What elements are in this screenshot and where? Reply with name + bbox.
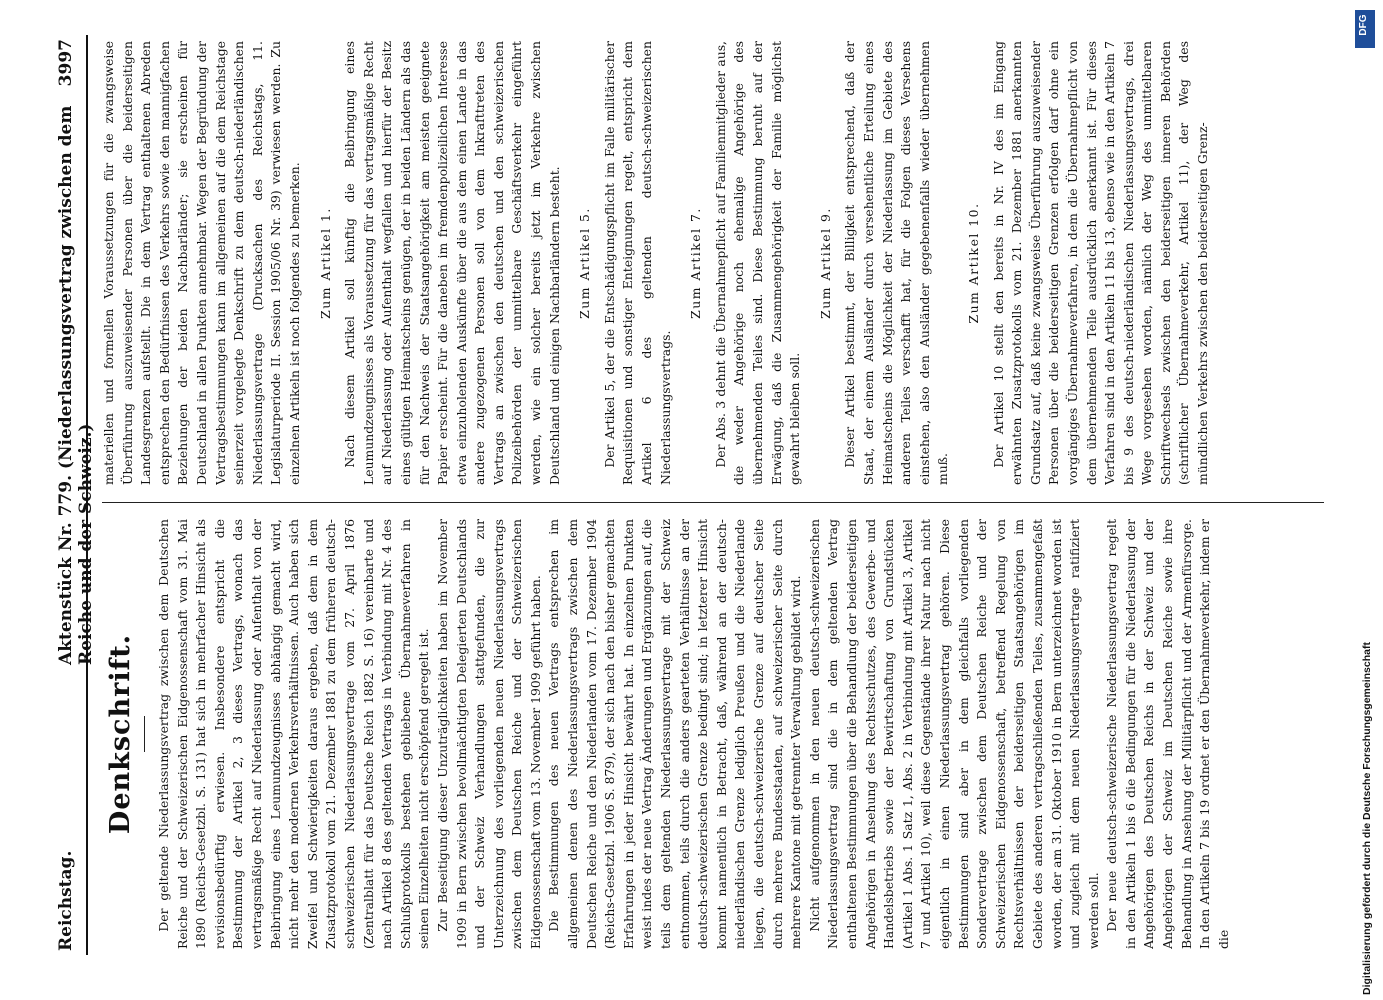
paragraph: Der Artikel 10 stellt den bereits in Nr. IV des im Eingang erwähnten Zusatzprotokolls vom 21. Dezember 1881 anerkannten Grundsatz auf, daß keine zwangsweise Überführung auszuweisender Personen über die beiderseitigen Grenzen erfolgen darf ohne ein vorgängiges Übernahmeverfahren, in dem die Übernahmepflicht von dem übernehmenden Teile ausdrücklich anerkannt ist. Für dieses Verfahren sind in den Artikeln 11 bis 13, ebenso wie in den Artikeln 7 bis 9 des deutsch-niederländischen Niederlassungsvertrags, drei Wege vorgesehen worden, nämlich der Weg des unmittelbaren Schriftwechsels zwischen den beiderseitigen inneren Behörden (schriftlicher Übernahmeverkehr, Artikel 11), der Weg des mündlichen Verkehrs zwischen den beiderseitigen Grenz- <box>990 41 1211 485</box>
paragraph: Der neue deutsch-schweizerische Niederlassungsvertrag regelt in den Artikeln 1 bis 6 die Bedingungen für die Niederlassung der Angehörigen des Deutschen Reichs in der Schweiz und der Angehörigen der Schweiz im Deutschen Reiche sowie ihre Behandlung in Ansehung der Militärpflicht und der Armenfürsorge. In den Artikeln 7 bis 19 ordnet er den Übernahmeverkehr, indem er die <box>1104 519 1231 949</box>
paragraph: Der Artikel 5, der die Entschädigungspflicht im Falle militärischer Requisitionen und sonstiger Enteignungen regelt, entspricht dem Artikel 6 des geltenden deutsch-schweizerischen Niederlassungsvertrags. <box>601 41 673 485</box>
running-header <box>46 35 96 955</box>
paragraph: Dieser Artikel bestimmt, der Billigkeit entsprechend, daß der Staat, der einem Ausländer durch versehentliche Erteilung eines Heimatscheins die Möglichkeit der Niederlassung im Gebiete des anderen Teiles verschafft hat, für die Folgen dieses Versehens einstehen, also den Ausländer gegebenenfalls wieder übernehmen muß. <box>842 41 951 485</box>
paragraph: Nicht aufgenommen in den neuen deutsch-schweizerischen Niederlassungsvertrag sind die in dem geltenden Vertrag enthaltenen Bestimmungen über die Behandlung der beiderseitigen Angehörigen in Ansehung des Rechtsschutzes, des Gewerbe- und Handelsbetriebs sowie der Bewirtschaftung von Grundstücken (Artikel 1 Abs. 1 Satz 1, Abs. 2 in Verbindung mit Artikel 3, Artikel 7 und Artikel 10), weil diese Gegenstände ihrer Natur nach nicht eigentlich in einen Niederlassungsvertrag gehören. Diese Bestimmungen sind aber in dem gleichfalls vorliegenden Sondervertrage zwischen dem Deutschen Reiche und der Schweizerischen Eidgenossenschaft, betreffend Regelung von Rechtsverhältnissen der beiderseitigen Staatsangehörigen im Gebiete des anderen vertragschließenden Teiles, zusammengefaßt worden, der am 31. Oktober 1910 in Bern unterzeichnet worden ist und zugleich mit dem neuen Niederlassungsvertrage ratifiziert werden soll. <box>806 519 1101 949</box>
dfg-logo-text: DFG <box>1358 14 1369 36</box>
paragraph: Die Bestimmungen des neuen Vertrags entsprechen im allgemeinen denen des Niederlassungsvertrags zwischen dem Deutschen Reiche und den Niederlanden vom 17. Dezember 1904 (Reichs-Gesetzbl. 1906 S. 879), der sich nach den bisher gemachten Erfahrungen in jeder Hinsicht bewährt hat. In einzelnen Punkten weist indes der neue Vertrag Änderungen und Ergänzungen auf, die teils dem geltenden Niederlassungsvertrage mit der Schweiz entnommen, teils durch die anders gearteten Verhältnisse an der deutsch-schweizerischen Grenze bedingt sind; in letzterer Hinsicht kommt namentlich in Betracht, daß, während an der deutsch-niederländischen Grenze lediglich Preußen und die Niederlande liegen, die deutsch-schweizerische Grenze auf deutscher Seite durch mehrere Bundesstaaten, auf schweizerischer Seite durch mehrere Kantone mit getrennter Verwaltung gebildet wird. <box>546 519 804 949</box>
article-heading: Zum Artikel 7. <box>688 207 704 319</box>
paragraph: Zur Beseitigung dieser Unzuträglichkeiten haben im November 1909 in Bern zwischen bevollmächtigten Delegierten Deutschlands und der Schweiz Verhandlungen stattgefunden, die zur Unterzeichnung des vorliegenden neuen Niederlassungsvertrags zwischen dem Deutschen Reiche und der Schweizerischen Eidgenossenschaft vom 13. November 1909 geführt haben. <box>434 519 543 949</box>
rotated-sheet <box>46 35 1336 955</box>
article-heading: Zum Artikel 5. <box>577 207 593 319</box>
paragraph: Nach diesem Artikel soll künftig die Beibringung eines Leumundzeugnisses als Voraussetzung für das vertragsmäßige Recht auf Niederlassung oder Aufenthalt wegfallen und hierfür der Besitz eines gültigen Heimatscheins genügen, der in beiden Ländern als das für den Nachweis der Staatsangehörigkeit am meisten geeignete Papier erscheint. Für die daneben im fremdenpolizeilichen Interesse etwa einzuholenden Auskünfte über die aus dem einen Lande in das andere zugezogenen Personen soll von dem Inkrafttreten des Vertrags an zwischen den deutschen und den schweizerischen Polizeibehörden der unmittelbare Geschäftsverkehr eingeführt werden, wie ein solcher bereits jetzt im Verkehre zwischen Deutschland und einigen Nachbarländern besteht. <box>342 41 562 485</box>
header-center: Aktenstück Nr. 779. (Niederlassungsvertrag zwischen dem Reiche und der Schweiz.) <box>56 105 96 665</box>
paragraph: Der Abs. 3 dehnt die Übernahmepflicht auf Familienmitglieder aus, die weder Angehörige noch ehemalige Angehörige des übernehmenden Teiles sind. Diese Bestimmung beruht auf der Erwägung, daß die Zusammengehörigkeit der Familie möglichst gewahrt bleiben soll. <box>712 41 803 485</box>
article-heading: Zum Artikel 9. <box>817 207 833 319</box>
digitization-credit: Digitalisierung gefördert durch die Deutsche Forschungsgemeinschaft <box>1361 642 1373 995</box>
header-left: Reichstag. <box>56 850 76 951</box>
document-title: Denkschrift. <box>105 633 136 835</box>
article-heading: Zum Artikel 1. <box>317 207 333 319</box>
title-rule <box>144 716 145 752</box>
column-left <box>100 519 1326 949</box>
paragraph: Der geltende Niederlassungsvertrag zwischen dem Deutschen Reiche und der Schweizerischen Eidgenossenschaft vom 31. Mai 1890 (Reichs-Gesetzbl. S. 131) hat sich in mehrfacher Hinsicht als revisionsbedürftig erwiesen. Insbesondere entspricht die Bestimmung der Artikel 2, 3 dieses Vertrags, wonach das vertragsmäßige Recht auf Niederlassung oder Aufenthalt von der Beibringung eines Leumundzeugnisses abhängig gemacht wird, nicht mehr den modernen Verkehrsverhältnissen. Auch haben sich Zweifel und Schwierigkeiten daraus ergeben, daß dem in dem Zusatzprotokoll vom 21. Dezember 1881 zu dem früheren deutsch-schweizerischen Niederlassungsvertrage vom 27. April 1876 (Zentralblatt für das Deutsche Reich 1882 S. 16) vereinbarte und nach Artikel 8 des geltenden Vertrags in Verbindung mit Nr. 4 des Schlußprotokolls bestehen gebliebene Übernahmeverfahren in seinen Einzelheiten nicht erschöpfend geregelt ist. <box>156 519 432 949</box>
page-number: 3997 <box>56 39 76 87</box>
column-divider <box>102 502 1324 503</box>
paragraph: materiellen und formellen Voraussetzungen für die zwangsweise Überführung auszuweisender Personen über die beiderseitigen Landesgrenzen aufstellt. Die in dem Vertrag enthaltenen Abreden entsprechen den Bedürfnissen des Verkehrs sowie den mannigfachen Beziehungen der beiden Nachbarländer; sie erscheinen für Deutschland in allen Punkten annehmbar. Wegen der Begründung der Vertragsbestimmungen kann im allgemeinen auf die dem Reichstage seinerzeit vorgelegte Denkschrift zu dem deutsch-niederländischen Niederlassungsvertrage (Drucksachen des Reichstags, 11. Legislaturperiode II. Session 1905/06 Nr. 39) verwiesen werden. Zu einzelnen Artikeln ist noch folgendes zu bemerken. <box>101 41 302 485</box>
article-heading: Zum Artikel 10. <box>965 202 981 324</box>
column-right <box>100 41 1326 485</box>
